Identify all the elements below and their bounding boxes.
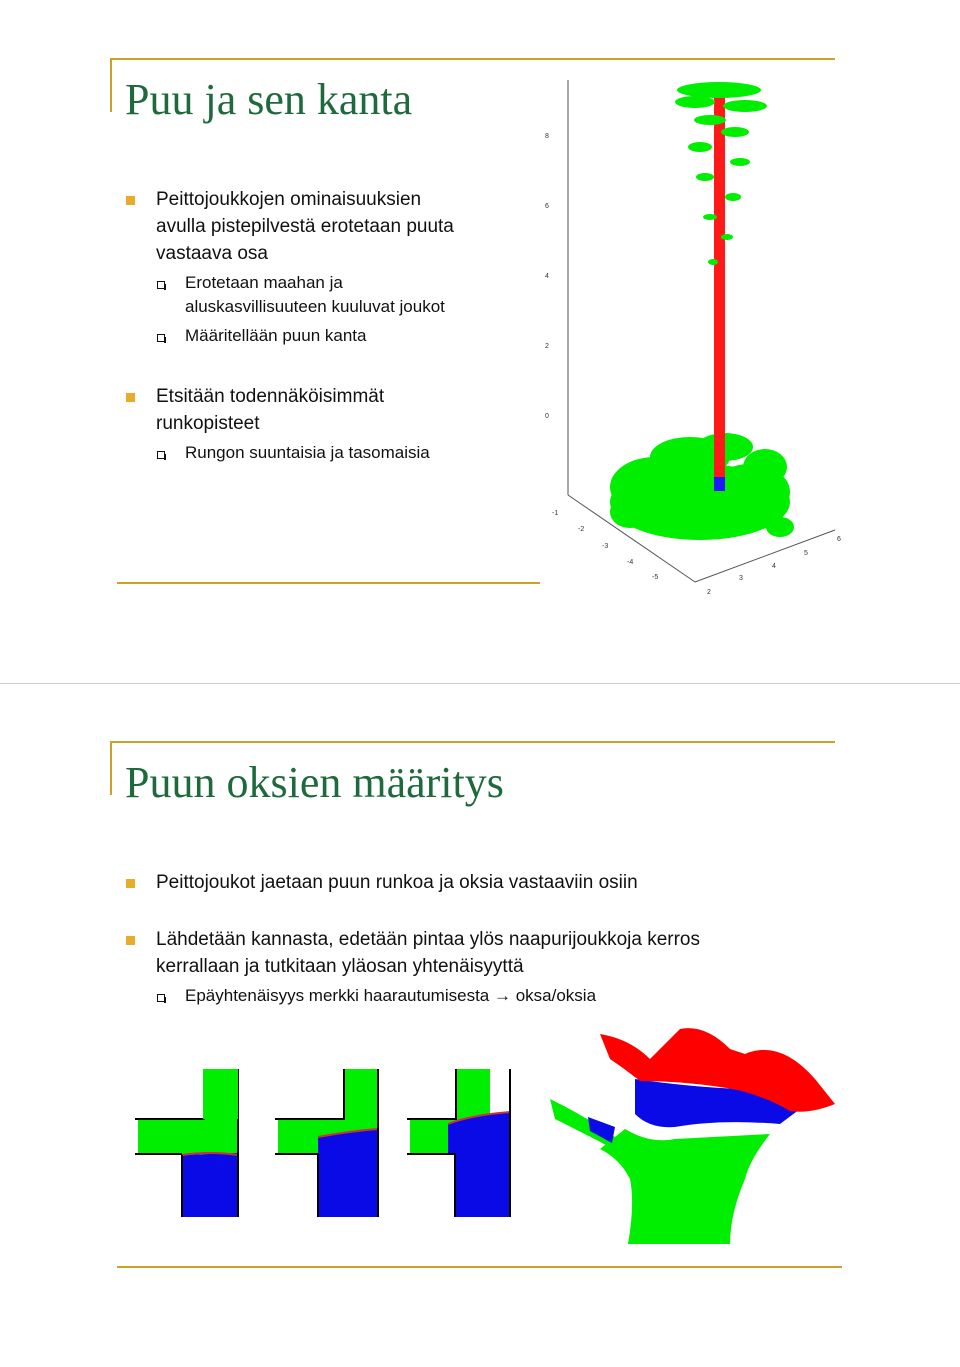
bullet-line: Peittojoukkojen ominaisuuksien [156,189,422,210]
trunk-base-points [714,477,725,491]
x-tick-label: -2 [578,526,585,533]
crown-cluster [708,259,718,265]
branch-bottom-edge [407,1154,455,1217]
trunk-green-region [203,1069,238,1119]
y-tick-label: 2 [707,589,711,596]
trunk-diagram-3 [407,1069,510,1217]
crown-cluster [721,234,733,240]
sub-bullet-line: Epäyhtenäisyys merkki haarautumisesta [185,986,494,1005]
ground-cloud [610,496,650,528]
stem-green-points [600,1129,770,1244]
bullet-text [156,869,638,896]
trunk-diagram-2 [275,1069,378,1217]
slide-2 [0,684,960,1367]
footer-rule [117,1266,842,1268]
checkbox-bullet-icon [157,994,165,1002]
crown-cluster [721,127,749,137]
bullet-square-icon [126,879,135,888]
z-tick-label: 6 [545,203,549,210]
sub-bullet-line: aluskasvillisuuteen kuuluvat joukot [185,297,445,316]
branch-top-edge [275,1069,344,1119]
sub-bullet-line: Erotetaan maahan ja [185,273,343,292]
z-ticks [545,133,549,420]
crown-cluster [730,158,750,166]
crown-cluster [703,214,717,220]
crown-cluster [688,142,712,152]
bullet-square-icon [126,196,135,205]
bullet-line: kerrallaan ja tutkitaan yläosan yhtenäisyyttä [156,956,524,977]
trunk-blue-region [182,1153,238,1217]
bullet-line: Etsitään todennäköisimmät [156,386,385,407]
bullet-line: Peittojoukot jaetaan puun runkoa ja oksia vastaaviin osiin [156,872,638,893]
bullet-line: vastaava osa [156,243,268,264]
trunk-points [714,84,725,484]
ground-cloud [766,517,794,537]
bullet-line: avulla pistepilvestä erotetaan puuta [156,216,454,237]
checkbox-bullet-icon [157,334,165,342]
checkbox-bullet-icon [157,281,165,289]
trunk-blue-region [318,1129,378,1217]
title-rule-top [110,58,835,60]
branch-green-region [138,1119,204,1154]
crown-cluster [696,173,714,181]
sub-bullet-text [185,271,445,319]
x-tick-label: -4 [627,559,634,566]
crown-cluster [723,100,767,112]
branch-top-edge [135,1069,204,1119]
bullet-square-icon [126,393,135,402]
y-ticks [707,536,841,596]
slide-title: Puun oksien määritys [125,758,504,807]
z-tick-label: 0 [545,413,549,420]
bullet-line: Lähdetään kannasta, edetään pintaa ylös naapurijoukkoja kerros [156,929,700,950]
y-tick-label: 5 [804,550,808,557]
title-rule-top [110,741,835,743]
x-tick-label: -3 [602,543,609,550]
crown-cluster [694,115,726,125]
y-tick-label: 4 [772,563,776,570]
branch-top-edge [407,1069,456,1119]
side-branch-green-points [550,1099,615,1147]
trunk-layer-diagrams [130,1059,530,1229]
sub-bullet-line: Rungon suuntaisia ja tasomaisia [185,443,430,462]
arrow-right-icon: → [493,986,511,1005]
y-tick-label: 3 [739,575,743,582]
ground-points [610,433,794,540]
sub-bullet-line: oksa/oksia [515,986,597,1005]
bullet-square-icon [126,936,135,945]
branch-point-cloud-figure [540,1019,850,1254]
sub-bullet-text [185,324,366,348]
bullet-text [156,926,700,980]
z-tick-label: 4 [545,273,549,280]
trunk-diagram-1 [135,1069,238,1217]
bullet-line: runkopisteet [156,413,260,434]
checkbox-bullet-icon [157,451,165,459]
footer-rule [117,582,540,584]
x-tick-label: -5 [652,574,659,581]
crown-cluster [725,193,741,201]
z-tick-label: 8 [545,133,549,140]
sub-bullet-line: Määritellään puun kanta [185,326,367,345]
title-rule-left [110,58,112,112]
sub-bullet-text [185,984,596,1008]
slide-title: Puu ja sen kanta [125,75,413,124]
bullet-text [156,186,454,267]
tree-point-cloud-figure [535,72,845,602]
sub-bullet-text [185,441,430,465]
branch-bottom-edge [275,1154,318,1217]
z-tick-label: 2 [545,343,549,350]
title-rule-left [110,741,112,795]
ground-cloud [743,449,787,485]
trunk-blue-region [448,1112,510,1217]
crown-cluster [675,96,715,108]
bullet-text [156,383,384,437]
slide-1 [0,0,960,683]
x-tick-label: -1 [552,510,559,517]
y-tick-label: 6 [837,536,841,543]
crown-cluster [677,82,761,98]
